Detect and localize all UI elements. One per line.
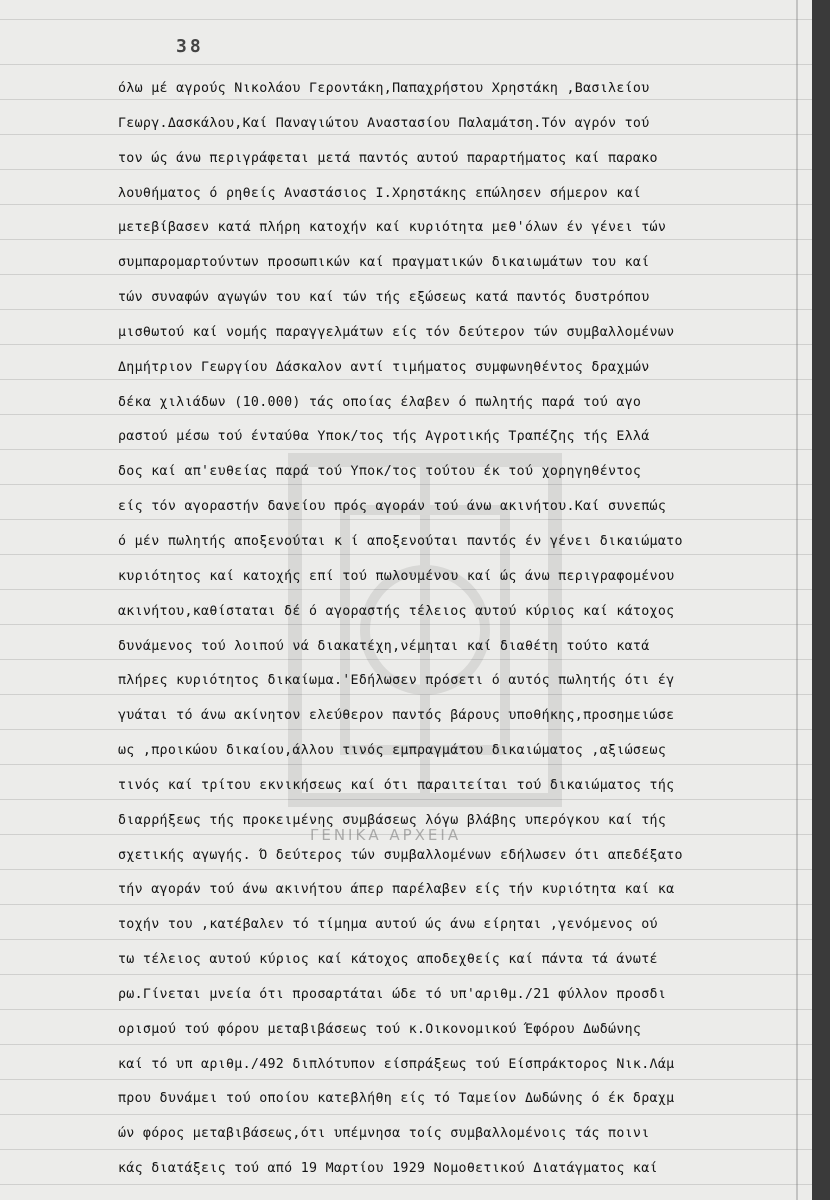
text-line: κάς διατάξεις τού από 19 Μαρτίου 1929 Νομοθετικού Διατάγματος καί [118, 1161, 658, 1177]
text-line: τω τέλειος αυτού κύριος καί κάτοχος αποδεχθείς καί πάντα τά άνωτέ [118, 952, 658, 968]
text-line: συμπαρομαρτούντων προσωπικών καί πραγματικών δικαιωμάτων του καί [118, 255, 650, 271]
text-line: ως ,προικώου δικαίου,άλλου τινός εμπραγμάτου δικαιώματος ,αξιώσεως [118, 743, 667, 759]
text-line: Δημήτριον Γεωργίου Δάσκαλον αντί τιμήματος συμφωνηθέντος δραχμών [118, 359, 650, 375]
text-line: σχετικής αγωγής. Ό δεύτερος τών συμβαλλομένων εδήλωσεν ότι απεδέξατο [118, 847, 683, 863]
text-line: τήν αγοράν τού άνω ακινήτου άπερ παρέλαβεν είς τήν κυριότητα καί κα [118, 882, 675, 898]
text-line: ορισμού τού φόρου μεταβιβάσεως τού κ.Οικονομικού Έφόρου Δωδώνης [118, 1021, 642, 1037]
text-line: κυριότητος καί κατοχής επί τού πωλουμένου καί ώς άνω περιγραφομένου [118, 568, 675, 584]
text-line: ρω.Γίνεται μνεία ότι προσαρτάται ώδε τό υπ'αριθμ./21 φύλλον προσδι [118, 986, 667, 1002]
text-line: είς τόν αγοραστήν δανείου πρός αγοράν τού άνω ακινήτου.Καί συνεπώς [118, 499, 667, 515]
archive-stamp-text: ΓΕΝΙΚΑ ΑΡΧΕΙΑ [310, 826, 462, 844]
text-line: μισθωτού καί νομής παραγγελμάτων είς τόν δεύτερον τών συμβαλλομένων [118, 324, 675, 340]
text-line: λουθήματος ό ρηθείς Αναστάσιος Ι.Χρηστάκης επώλησεν σήμερον καί [118, 185, 642, 201]
text-line: ακινήτου,καθίσταται δέ ό αγοραστής τέλειος αυτού κύριος καί κάτοχος [118, 603, 675, 619]
text-line: δυνάμενος τού λοιπού νά διακατέχη,νέμηται καί διαθέτη τούτο κατά [118, 638, 650, 654]
text-line: δος καί απ'ευθείας παρά τού Υποκ/τος τούτου έκ τού χορηγηθέντος [118, 464, 642, 480]
text-line: πρου δυνάμει τού οποίου κατεβλήθη είς τό Ταμείον Δωδώνης ό έκ δραχμ [118, 1091, 675, 1107]
page-number-mark: 38 [176, 36, 204, 57]
page-fold-line [796, 0, 798, 1200]
text-line: δέκα χιλιάδων (10.000) τάς οποίας έλαβεν ό πωλητής παρά τού αγο [118, 394, 642, 410]
text-line: διαρρήξεως τής προκειμένης συμβάσεως λόγω βλάβης υπερόγκου καί τής [118, 812, 667, 828]
text-line: τοχήν του ,κατέβαλεν τό τίμημα αυτού ώς άνω είρηται ,γενόμενος ού [118, 917, 658, 933]
text-line: καί τό υπ αριθμ./492 διπλότυπον είσπράξεως τού Είσπράκτορος Νικ.Λάμ [118, 1056, 675, 1072]
text-line: μετεβίβασεν κατά πλήρη κατοχήν καί κυριότητα μεθ'όλων έν γένει τών [118, 220, 667, 236]
text-line: γυάται τό άνω ακίνητον ελεύθερον παντός βάρους υποθήκης,προσημειώσε [118, 708, 675, 724]
text-line: ραστού μέσω τού ένταύθα Υποκ/τος τής Αγροτικής Τραπέζης τής Ελλά [118, 429, 650, 445]
text-line: τον ώς άνω περιγράφεται μετά παντός αυτού παραρτήματος καί παρακο [118, 150, 658, 166]
scan-border [812, 0, 830, 1200]
text-line: όλω μέ αγρούς Νικολάου Γεροντάκη,Παπαχρήστου Χρηστάκη ,Βασιλείου [118, 81, 650, 96]
text-line: ών φόρος μεταβιβάσεως,ότι υπέμνησα τοίς συμβαλλομένοις τάς ποινι [118, 1126, 650, 1142]
text-line: ό μέν πωλητής αποξενούται κ ί αποξενούται παντός έν γένει δικαιώματο [118, 533, 683, 549]
typewritten-text-body [118, 72, 798, 1187]
text-line: τών συναφών αγωγών του καί τών τής εξώσεως κατά παντός δυστρόπου [118, 290, 650, 306]
text-line: τινός καί τρίτου εκνικήσεως καί ότι παραιτείται τού δικαιώματος τής [118, 777, 675, 793]
text-line: πλήρες κυριότητος δικαίωμα.'Εδήλωσεν πρόσετι ό αυτός πωλητής ότι έγ [118, 673, 675, 689]
text-line: Γεωργ.Δασκάλου,Καί Παναγιώτου Αναστασίου Παλαμάτση.Τόν αγρόν τού [118, 115, 650, 131]
